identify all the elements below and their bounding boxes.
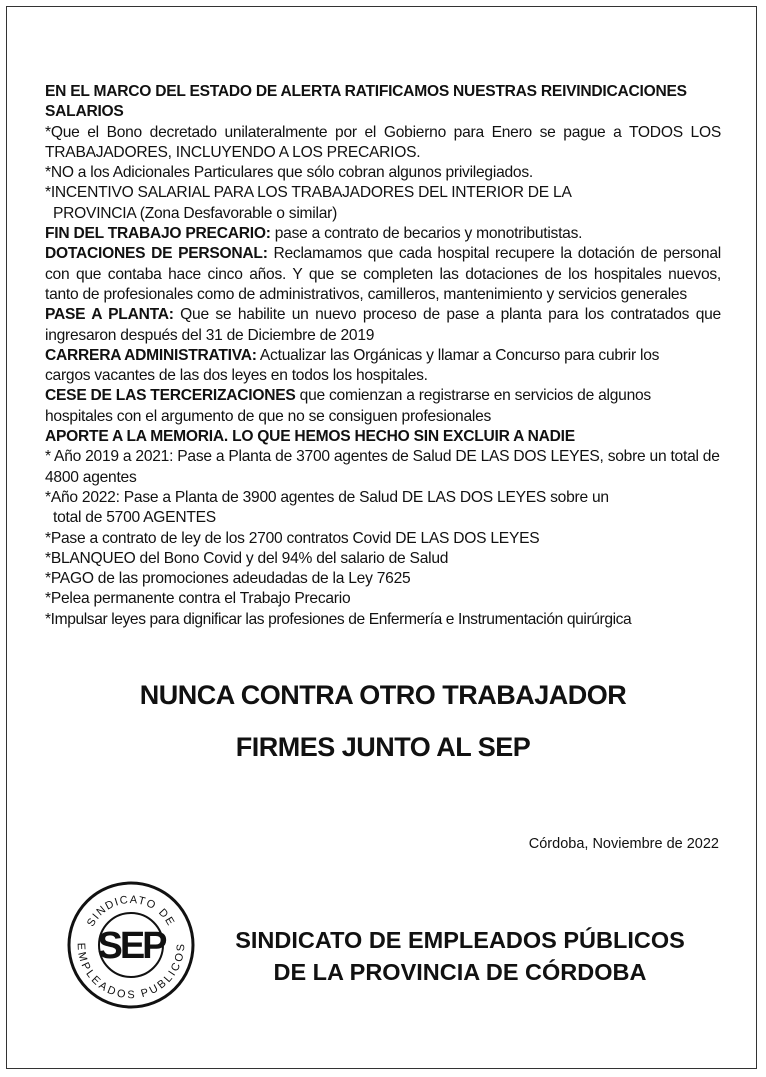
slogan-nunca: NUNCA CONTRA OTRO TRABAJADOR <box>139 680 627 710</box>
logo-letters: SEP <box>97 925 165 967</box>
memoria-item: *Impulsar leyes para dignificar las profesiones de Enfermería e Instrumentación quirúrgica <box>45 610 632 628</box>
memoria-item: total de 5700 AGENTES <box>53 509 216 527</box>
section-planta <box>45 305 721 346</box>
salarios-item-bono: *Que el Bono decretado unilateralmente por el Gobierno para Enero se pague a TODOS LOS TRABAJADORES, INCLUYENDO A LOS PRECARIOS. <box>45 123 721 161</box>
sep-logo <box>66 880 196 1010</box>
main-heading: EN EL MARCO DEL ESTADO DE ALERTA RATIFICAMOS NUESTRAS REIVINDICACIONES <box>45 83 687 100</box>
memoria-item: *Pase a contrato de ley de los 2700 contratos Covid DE LAS DOS LEYES <box>45 529 540 547</box>
memoria-item: *BLANQUEO del Bono Covid y del 94% del salario de Salud <box>45 549 449 567</box>
salarios-title: SALARIOS <box>45 103 124 121</box>
organization-name <box>210 924 710 988</box>
section-dotaciones <box>45 244 721 305</box>
section-label: PASE A PLANTA: <box>45 306 174 324</box>
memoria-item: *Pelea permanente contra el Trabajo Precario <box>45 590 351 608</box>
logo-ring-bottom-text: EMPLEADOS PUBLICOS <box>74 942 188 1002</box>
section-text: Actualizar las Orgánicas y llamar a Concurso para cubrir los cargos vacantes de las dos leyes en todos los hospitales. <box>45 346 660 385</box>
section-text: Reclamamos que cada hospital recupere la dotación de personal con que contaba hace cinco años. Y que se completen las dotaciones de los hospitales nuevos, tanto de profesionales como de administrativos, camilleros, mantenimiento y servicios generales <box>45 245 721 303</box>
memoria-item: *Año 2022: Pase a Planta de 3900 agentes de Salud DE LAS DOS LEYES sobre un <box>45 488 609 506</box>
org-line-2: DE LA PROVINCIA DE CÓRDOBA <box>273 959 647 985</box>
section-tercerizaciones <box>45 386 721 427</box>
logo-ring-top-text: SINDICATO DE <box>84 893 178 929</box>
org-line-1: SINDICATO DE EMPLEADOS PÚBLICOS <box>235 927 685 953</box>
section-text: que comienzan a registrarse en servicios de algunos hospitales con el argumento de que no se consiguen profesionales <box>45 387 651 425</box>
section-precario <box>45 224 721 244</box>
memoria-item: *PAGO de las promociones adeudadas de la Ley 7625 <box>45 570 411 588</box>
section-label: CARRERA ADMINISTRATIVA: <box>45 346 257 364</box>
section-label: FIN DEL TRABAJO PRECARIO: <box>45 225 271 243</box>
section-text: pase a contrato de becarios y monotributistas. <box>270 225 583 243</box>
section-carrera <box>45 346 721 387</box>
salarios-item-incentivo: *INCENTIVO SALARIAL PARA LOS TRABAJADORES DEL INTERIOR DE LA <box>45 184 572 202</box>
memoria-item: * Año 2019 a 2021: Pase a Planta de 3700 agentes de Salud DE LAS DOS LEYES, sobre un total de 4800 agentes <box>45 448 720 486</box>
slogan-firmes: FIRMES JUNTO AL SEP <box>235 732 531 762</box>
document-body <box>45 82 721 630</box>
document-date: Córdoba, Noviembre de 2022 <box>528 836 719 852</box>
salarios-item-incentivo-cont: PROVINCIA (Zona Desfavorable o similar) <box>53 204 338 222</box>
section-label: DOTACIONES DE PERSONAL: <box>45 245 268 263</box>
section-label: CESE DE LAS TERCERIZACIONES <box>45 387 296 405</box>
section-text: Que se habilite un nuevo proceso de pase a planta para los contratados que ingresaron después del 31 de Diciembre de 2019 <box>45 306 721 344</box>
svg-text:SINDICATO DE <box>85 894 177 929</box>
memoria-title: APORTE A LA MEMORIA. LO QUE HEMOS HECHO SIN EXCLUIR A NADIE <box>45 428 575 446</box>
salarios-item-adicionales: *NO a los Adicionales Particulares que sólo cobran algunos privilegiados. <box>45 164 533 182</box>
